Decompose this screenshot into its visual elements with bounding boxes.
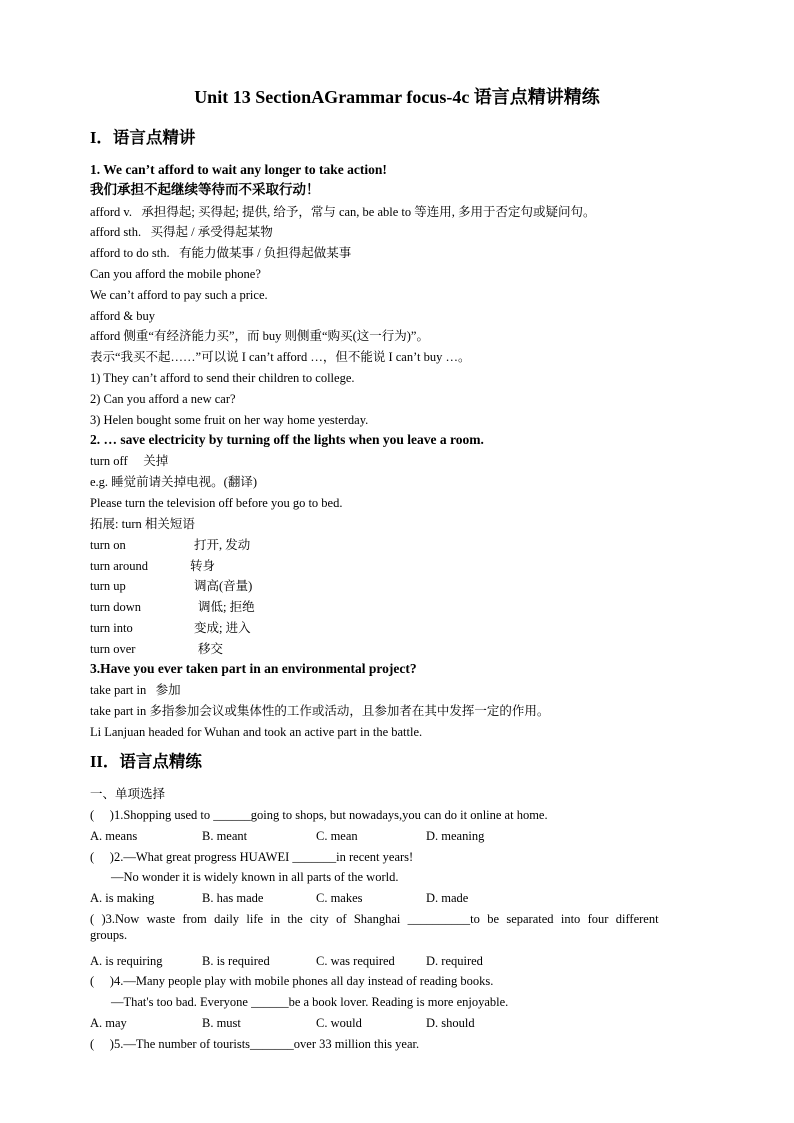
option: B. must — [202, 1016, 241, 1030]
phrase-zh: 调低; 拒绝 — [198, 600, 255, 614]
text-line: e.g. 睡觉前请关掉电视。(翻译) — [90, 475, 257, 489]
subsection-heading: 一、单项选择 — [90, 787, 166, 801]
text-line: Please turn the television off before you go to bed. — [90, 496, 343, 510]
phrase-zh: 移交 — [198, 642, 224, 656]
option: C. makes — [316, 891, 363, 905]
text-line: 2) Can you afford a new car? — [90, 392, 236, 406]
phrase-zh: 转身 — [190, 559, 216, 573]
option: B. is required — [202, 954, 270, 968]
question-stem: ( )3.Now waste from daily life in the city of Shanghai __________to be separated into four different groups. — [90, 912, 659, 942]
question-stem-reply: —No wonder it is widely known in all parts of the world. — [111, 870, 399, 884]
text-line: 1) They can’t afford to send their children to college. — [90, 371, 355, 385]
phrase-en: turn into — [90, 621, 133, 635]
option: C. was required — [316, 954, 395, 968]
question-stem: ( )4.—Many people play with mobile phones all day instead of reading books. — [90, 974, 494, 988]
point-heading-3: 3.Have you ever taken part in an environmental project? — [90, 661, 417, 676]
text-line: take part in 参加 — [90, 683, 181, 697]
option: C. would — [316, 1016, 362, 1030]
text-line: afford v. 承担得起; 买得起; 提供, 给予，常与 can, be able to 等连用, 多用于否定句或疑问句。 — [90, 205, 596, 219]
point-translation-1: 我们承担不起继续等待而不采取行动！ — [90, 182, 320, 197]
text-line: 表示“我买不起……”可以说 I can’t afford …，但不能说 I can’t buy …。 — [90, 350, 471, 364]
section-heading-2: II．语言点精练 — [90, 752, 202, 771]
option: D. required — [426, 954, 483, 968]
text-line: afford 侧重“有经济能力买”，而 buy 则侧重“购买(这一行为)”。 — [90, 329, 429, 343]
option: A. is requiring — [90, 954, 163, 968]
question-stem: ( )1.Shopping used to ______going to shops, but nowadays,you can do it online at home. — [90, 808, 548, 822]
phrase-en: turn on — [90, 538, 126, 552]
text-line: afford to do sth. 有能力做某事 / 负担得起做某事 — [90, 246, 352, 260]
option: A. may — [90, 1016, 127, 1030]
text-line: afford & buy — [90, 309, 156, 323]
phrase-zh: 变成; 进入 — [194, 621, 251, 635]
text-line: 3) Helen bought some fruit on her way home yesterday. — [90, 413, 369, 427]
page-title: Unit 13 SectionAGrammar focus-4c 语言点精讲精练 — [194, 87, 600, 107]
option: B. meant — [202, 829, 248, 843]
option: D. should — [426, 1016, 475, 1030]
text-line: Can you afford the mobile phone? — [90, 267, 261, 281]
phrase-zh: 打开, 发动 — [194, 538, 251, 552]
question-stem-reply: —That's too bad. Everyone ______be a book lover. Reading is more enjoyable. — [111, 995, 509, 1009]
text-line: We can’t afford to pay such a price. — [90, 288, 268, 302]
option: D. meaning — [426, 829, 485, 843]
option: B. has made — [202, 891, 264, 905]
option: D. made — [426, 891, 469, 905]
phrase-en: turn around — [90, 559, 148, 573]
option: A. means — [90, 829, 138, 843]
text-line: turn off 关掉 — [90, 454, 169, 468]
point-heading-1: 1. We can’t afford to wait any longer to take action! — [90, 162, 387, 177]
phrase-zh: 调高(音量) — [194, 579, 253, 593]
text-line: 拓展: turn 相关短语 — [90, 517, 195, 531]
option: C. mean — [316, 829, 358, 843]
section-heading-1: I．语言点精讲 — [90, 128, 196, 147]
question-stem: ( )2.—What great progress HUAWEI _______in recent years! — [90, 850, 414, 864]
text-line: take part in 多指参加会议或集体性的工作或活动，且参加者在其中发挥一定的作用。 — [90, 704, 550, 718]
phrase-en: turn up — [90, 579, 126, 593]
phrase-en: turn down — [90, 600, 142, 614]
point-heading-2: 2. … save electricity by turning off the lights when you leave a room. — [90, 432, 484, 447]
option: A. is making — [90, 891, 155, 905]
phrase-en: turn over — [90, 642, 136, 656]
question-stem: ( )5.—The number of tourists_______over 33 million this year. — [90, 1037, 420, 1051]
text-line: afford sth. 买得起 / 承受得起某物 — [90, 225, 273, 239]
text-line: Li Lanjuan headed for Wuhan and took an active part in the battle. — [90, 725, 423, 739]
